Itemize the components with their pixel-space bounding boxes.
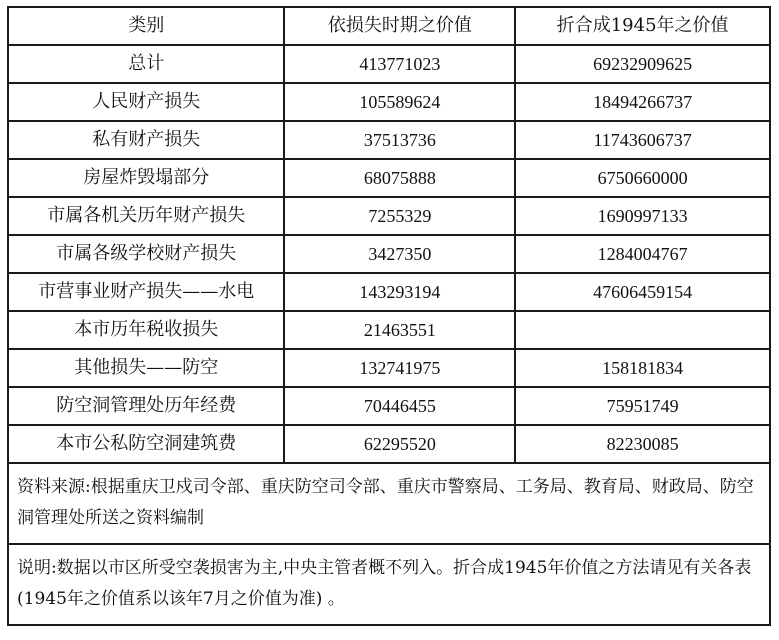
row-category: 本市公私防空洞建筑费 [8, 425, 284, 463]
table-row [8, 197, 770, 235]
row-value-1945: 1284004767 [515, 235, 770, 273]
row-value-at-loss: 143293194 [284, 273, 515, 311]
table-row [8, 159, 770, 197]
row-value-1945: 6750660000 [515, 159, 770, 197]
row-value-1945: 69232909625 [515, 45, 770, 83]
source-note: 资料来源:根据重庆卫戍司令部、重庆防空司令部、重庆市警察局、工务局、教育局、财政局、防空洞管理处所送之资料编制 [8, 463, 770, 544]
header-category: 类别 [8, 7, 284, 45]
row-value-1945 [515, 311, 770, 349]
row-value-at-loss: 413771023 [284, 45, 515, 83]
row-category: 市属各级学校财产损失 [8, 235, 284, 273]
table-row [8, 425, 770, 463]
table-row [8, 387, 770, 425]
loss-table [7, 6, 771, 626]
row-value-at-loss: 21463551 [284, 311, 515, 349]
explanation-note-row [8, 544, 770, 625]
row-value-1945: 158181834 [515, 349, 770, 387]
row-category: 房屋炸毁塌部分 [8, 159, 284, 197]
row-value-at-loss: 3427350 [284, 235, 515, 273]
row-value-1945: 1690997133 [515, 197, 770, 235]
row-category: 其他损失——防空 [8, 349, 284, 387]
row-category: 私有财产损失 [8, 121, 284, 159]
row-value-at-loss: 37513736 [284, 121, 515, 159]
row-category: 人民财产损失 [8, 83, 284, 121]
row-value-at-loss: 105589624 [284, 83, 515, 121]
row-value-at-loss: 7255329 [284, 197, 515, 235]
row-value-1945: 75951749 [515, 387, 770, 425]
row-category: 总计 [8, 45, 284, 83]
header-value-at-loss: 依损失时期之价值 [284, 7, 515, 45]
row-value-at-loss: 132741975 [284, 349, 515, 387]
row-value-at-loss: 70446455 [284, 387, 515, 425]
explanation-note: 说明:数据以市区所受空袭损害为主,中央主管者概不列入。折合成1945年价值之方法请见有关各表(1945年之价值系以该年7月之价值为准) 。 [8, 544, 770, 625]
source-note-row [8, 463, 770, 544]
row-category: 市属各机关历年财产损失 [8, 197, 284, 235]
table-row [8, 349, 770, 387]
row-value-at-loss: 62295520 [284, 425, 515, 463]
row-category: 本市历年税收损失 [8, 311, 284, 349]
table-row [8, 121, 770, 159]
table-row [8, 273, 770, 311]
row-value-1945: 82230085 [515, 425, 770, 463]
table-row [8, 235, 770, 273]
row-value-1945: 18494266737 [515, 83, 770, 121]
table-header-row [8, 7, 770, 45]
header-value-1945: 折合成1945年之价值 [515, 7, 770, 45]
row-value-1945: 11743606737 [515, 121, 770, 159]
table-row [8, 311, 770, 349]
row-category: 防空洞管理处历年经费 [8, 387, 284, 425]
row-value-1945: 47606459154 [515, 273, 770, 311]
table-row [8, 45, 770, 83]
table-row [8, 83, 770, 121]
row-category: 市营事业财产损失——水电 [8, 273, 284, 311]
row-value-at-loss: 68075888 [284, 159, 515, 197]
